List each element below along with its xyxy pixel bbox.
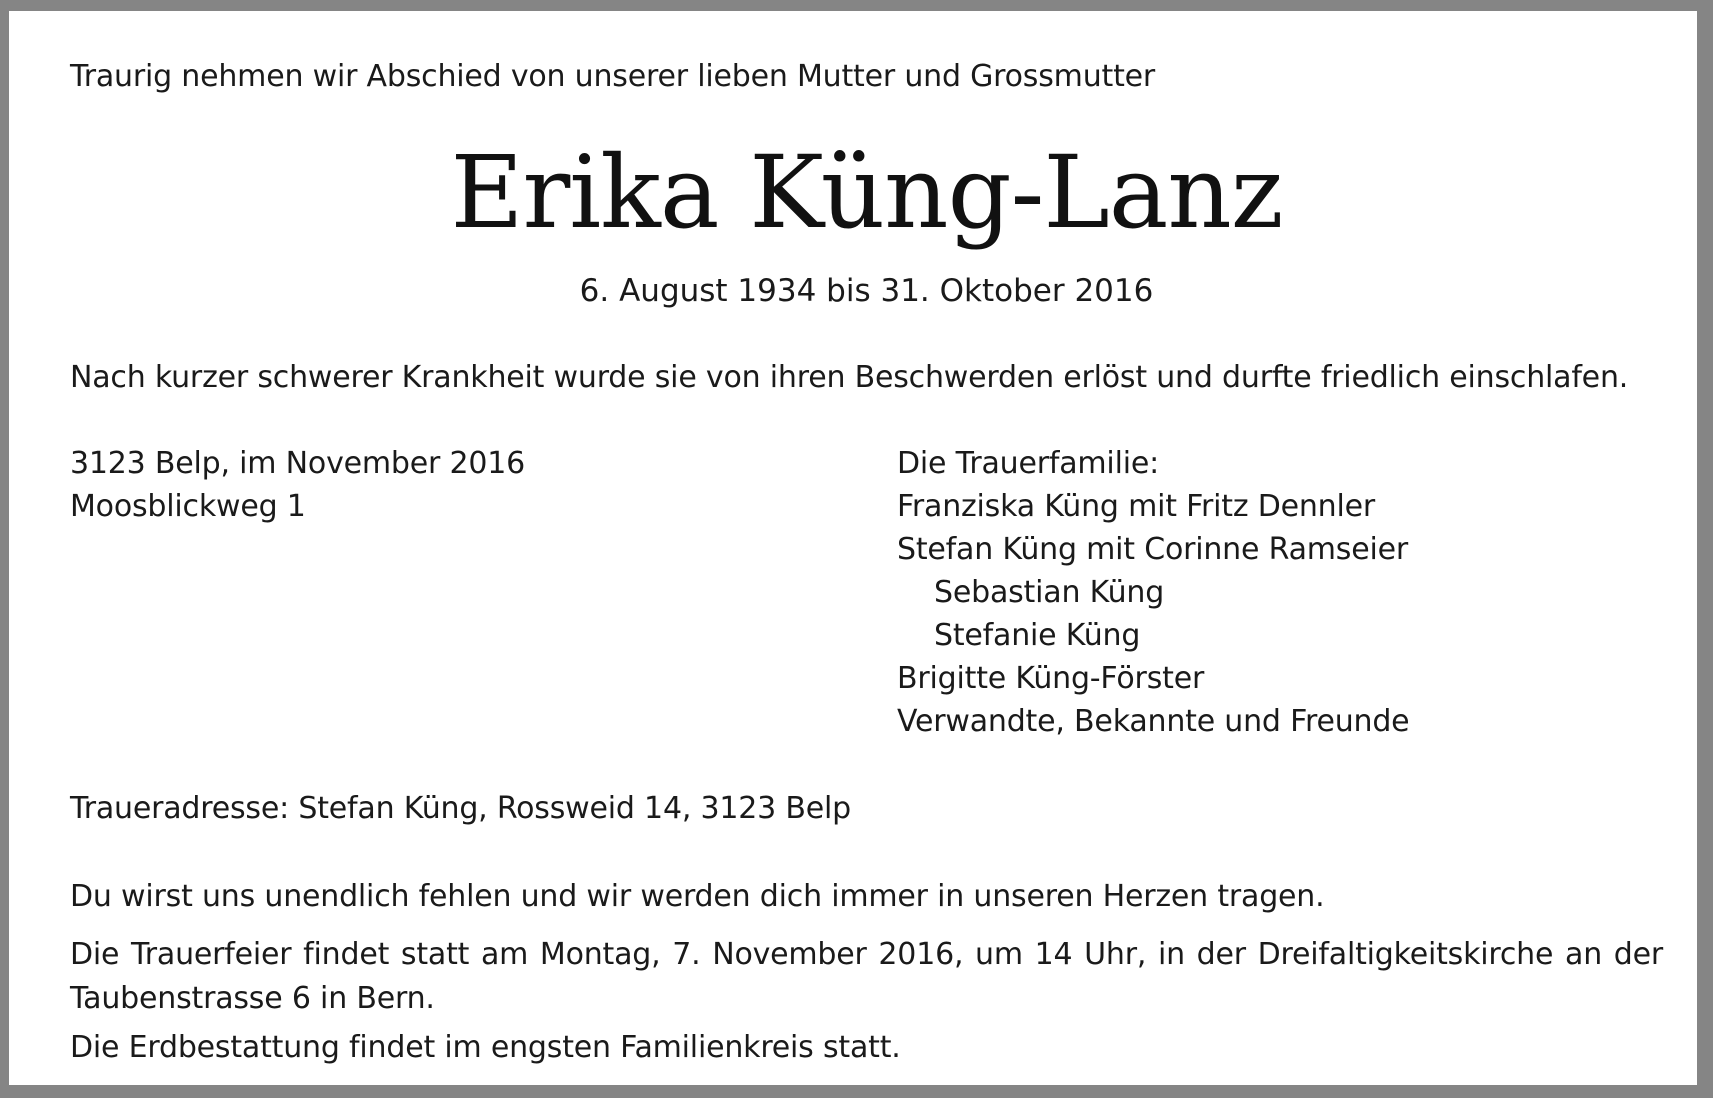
family-member: Stefan Küng mit Corinne Ramseier xyxy=(897,532,1408,567)
ceremony-text xyxy=(70,933,1663,1021)
ceremony-line-2: Taubenstrasse 6 in Bern. xyxy=(70,981,435,1016)
farewell-text: Du wirst uns unendlich fehlen und wir werden dich immer in unseren Herzen tragen. xyxy=(70,879,1325,914)
family-member: Stefanie Küng xyxy=(934,618,1141,653)
family-member: Verwandte, Bekannte und Freunde xyxy=(897,704,1410,739)
intro-text: Traurig nehmen wir Abschied von unserer lieben Mutter und Grossmutter xyxy=(70,59,1156,94)
family-member: Franziska Küng mit Fritz Dennler xyxy=(897,489,1376,524)
mourning-address: Traueradresse: Stefan Küng, Rossweid 14, 3123 Belp xyxy=(70,791,852,826)
illness-text: Nach kurzer schwerer Krankheit wurde sie von ihren Beschwerden erlöst und durfte friedlich einschlafen. xyxy=(70,360,1629,395)
ceremony-line-1: Die Trauerfeier findet statt am Montag, 7. November 2016, um 14 Uhr, in der Dreifaltigkeitskirche an der xyxy=(70,937,1663,972)
family-member: Brigitte Küng-Förster xyxy=(897,661,1205,696)
deceased-name: Erika Küng-Lanz xyxy=(450,134,1283,251)
life-dates: 6. August 1934 bis 31. Oktober 2016 xyxy=(579,273,1154,309)
place-date: 3123 Belp, im November 2016 xyxy=(70,446,526,481)
family-heading: Die Trauerfamilie: xyxy=(897,446,1160,481)
street-address: Moosblickweg 1 xyxy=(70,489,306,524)
burial-text: Die Erdbestattung findet im engsten Familienkreis statt. xyxy=(70,1030,901,1065)
family-member: Sebastian Küng xyxy=(934,575,1165,610)
